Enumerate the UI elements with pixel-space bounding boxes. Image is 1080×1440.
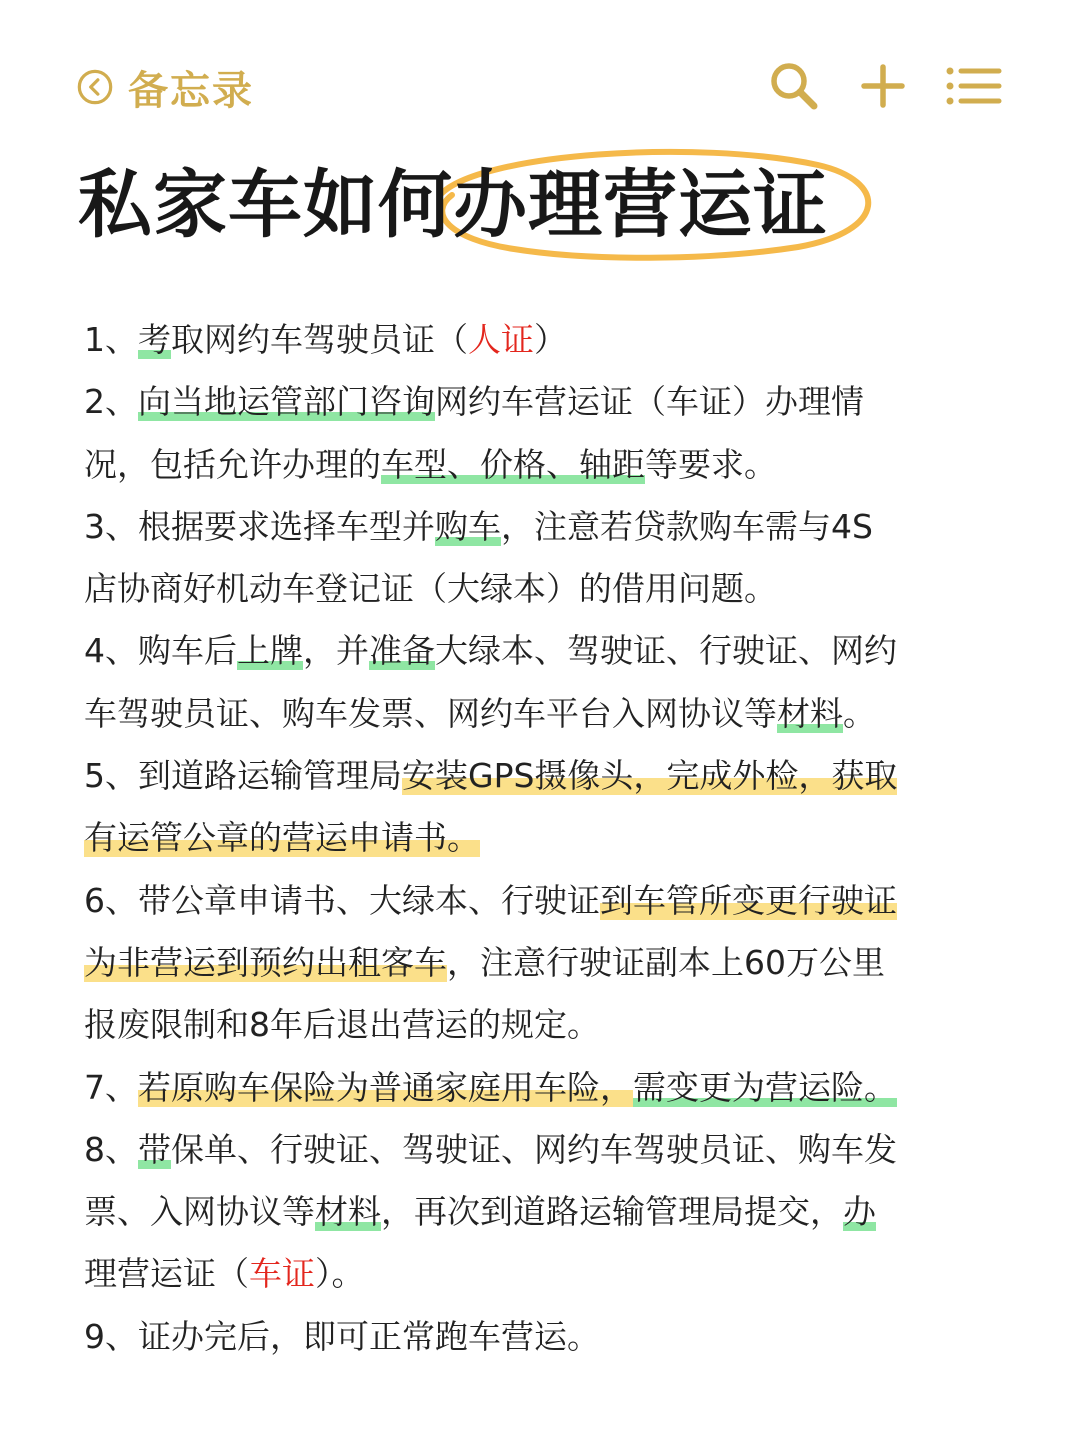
- step-1-text: 取网约车驾驶员证（: [171, 320, 468, 359]
- step-8-text-3: ，再次到道路运输管理局提交，: [381, 1192, 843, 1232]
- step-3-text-2: ，注意若贷款购车需与4S: [501, 506, 873, 546]
- step-3-highlight: 购车: [435, 506, 501, 546]
- step-8-highlight-2: 材料: [315, 1192, 381, 1232]
- step-8-num: 8、: [84, 1129, 138, 1169]
- step-3-line-2: [84, 558, 964, 620]
- add-icon: [858, 58, 908, 114]
- step-1-line-1: [84, 309, 964, 371]
- step-4-text-3: 大绿本、驾驶证、行驶证、网约: [435, 631, 897, 671]
- step-9-line-1: [84, 1306, 964, 1368]
- step-8-text-4: 理营运证（: [84, 1254, 249, 1294]
- add-button[interactable]: [858, 58, 908, 114]
- step-2-num: 2、: [84, 382, 138, 422]
- step-6-text: 6、带公章申请书、大绿本、行驶证: [84, 880, 600, 920]
- back-label: 备忘录: [128, 67, 254, 114]
- step-3-text-3: 店协商好机动车登记证（大绿本）的借用问题。: [84, 569, 777, 609]
- step-8-highlight: 带: [138, 1129, 171, 1169]
- step-6-highlight: 到车管所变更行驶证: [600, 880, 897, 920]
- menu-button[interactable]: [944, 58, 1004, 114]
- step-8-highlight-3: 办: [843, 1192, 876, 1232]
- step-2-end: 等要求。: [645, 444, 777, 484]
- step-4-line-2: [84, 683, 964, 745]
- title-part-1: 私家车如何: [78, 162, 453, 248]
- step-1-red: 人证: [468, 320, 534, 359]
- back-button[interactable]: [76, 60, 254, 114]
- step-6-line-2: [84, 932, 964, 994]
- step-8-red: 车证: [249, 1254, 315, 1294]
- step-8-end: ）。: [315, 1254, 365, 1294]
- step-6-text-3: 报废限制和8年后退出营运的规定。: [84, 1005, 600, 1045]
- note-title: [78, 155, 828, 265]
- step-1-end: ）: [534, 320, 567, 359]
- note-body: [84, 309, 964, 1368]
- step-4-highlight-3: 材料: [777, 693, 843, 733]
- step-5-line-2: [84, 807, 964, 869]
- step-6-line-1: [84, 870, 964, 932]
- step-4-line-1: [84, 620, 964, 682]
- step-8-line-1: [84, 1119, 964, 1181]
- step-4-highlight: 上牌: [237, 631, 303, 671]
- step-3-line-1: [84, 496, 964, 558]
- back-icon: [76, 68, 114, 106]
- step-8-line-3: [84, 1243, 964, 1305]
- step-6-highlight-2: 为非营运到预约出租客车: [84, 942, 447, 982]
- step-5-highlight: 安装GPS摄像头，完成外检，获取: [402, 756, 898, 796]
- step-2-line-1: [84, 371, 964, 433]
- step-2-line-2: [84, 434, 964, 496]
- step-4-highlight-2: 准备: [369, 631, 435, 671]
- step-6-line-3: [84, 994, 964, 1056]
- step-2-text: 网约车营运证（车证）办理情: [435, 382, 864, 422]
- step-9-text: 9、证办完后，即可正常跑车营运。: [84, 1316, 600, 1356]
- step-2-highlight-2: 车型、价格、轴距: [381, 444, 645, 484]
- step-1-num: 1、: [84, 320, 138, 359]
- step-4-text: 4、购车后: [84, 631, 237, 671]
- step-7-line-1: [84, 1057, 964, 1119]
- step-4-end: 。: [843, 693, 876, 733]
- title-part-2: 办理营运证: [453, 162, 828, 248]
- list-icon: [944, 58, 1004, 114]
- step-8-text-2: 票、入网协议等: [84, 1192, 315, 1232]
- step-7-num: 7、: [84, 1067, 138, 1107]
- search-button[interactable]: [766, 58, 822, 114]
- page-title: [78, 155, 828, 255]
- step-2-highlight: 向当地运管部门咨询: [138, 382, 435, 422]
- step-1-highlight: 考: [138, 320, 171, 359]
- step-2-text-2: 况，包括允许办理的: [84, 444, 381, 484]
- step-3-text: 3、根据要求选择车型并: [84, 506, 435, 546]
- step-5-highlight-2: 有运管公章的营运申请书。: [84, 818, 480, 858]
- step-6-text-2: ，注意行驶证副本上60万公里: [447, 942, 885, 982]
- search-icon: [766, 58, 822, 114]
- step-8-text: 保单、行驶证、驾驶证、网约车驾驶员证、购车发: [171, 1129, 897, 1169]
- step-5-line-1: [84, 745, 964, 807]
- step-4-text-4: 车驾驶员证、购车发票、网约车平台入网协议等: [84, 693, 777, 733]
- step-5-text: 5、到道路运输管理局: [84, 756, 402, 796]
- step-7-highlight-2: 需变更为营运险。: [633, 1067, 897, 1107]
- step-8-line-2: [84, 1181, 964, 1243]
- step-7-highlight: 若原购车保险为普通家庭用车险，: [138, 1067, 633, 1107]
- step-4-text-2: ，并: [303, 631, 369, 671]
